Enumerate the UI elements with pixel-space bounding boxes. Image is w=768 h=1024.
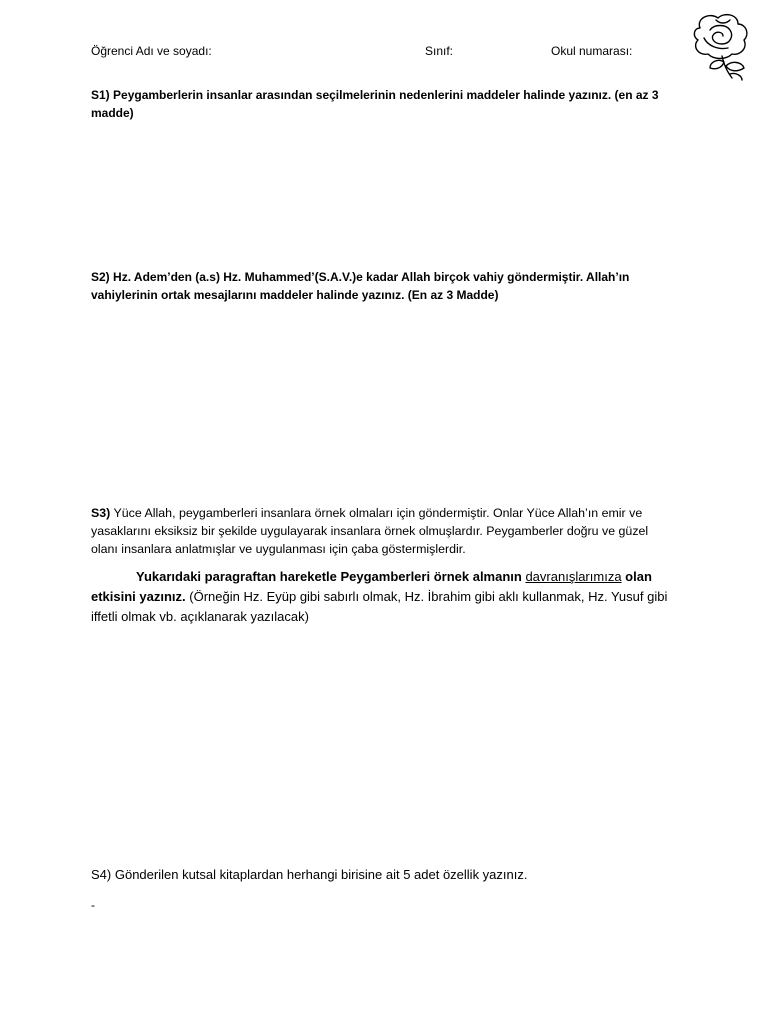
question-3-number: S3) bbox=[91, 506, 111, 520]
student-name-label: Öğrenci Adı ve soyadı: bbox=[91, 44, 212, 58]
question-4-text: Gönderilen kutsal kitaplardan herhangi birisine ait 5 adet özellik yazınız. bbox=[114, 867, 528, 882]
question-2-text: Hz. Adem’den (a.s) Hz. Muhammed’(S.A.V.)e kadar Allah birçok vahiy göndermiştir. Allah’ın vahiylerinin ortak mesajlarını maddeler halinde yazınız. (En az 3 Madde) bbox=[91, 270, 630, 302]
question-1-text: Peygamberlerin insanlar arasından seçilmelerinin nedenlerini maddeler halinde yazınız. (en az 3 madde) bbox=[91, 88, 659, 120]
question-4-number: S4) bbox=[91, 867, 112, 882]
question-1 bbox=[91, 86, 681, 122]
question-1-number: S1) bbox=[91, 88, 110, 102]
question-3-paragraph-text: Yüce Allah, peygamberleri insanlara örnek olmaları için göndermiştir. Onlar Yüce Allah’ın emir ve yasaklarını eksiksiz bir şekilde uygulayarak insanlara örnek olmuşlardır. Peygamberler doğru ve güzel olanı insanlara anlatmışlar ve uygulanması için çaba göstermişlerdir. bbox=[91, 506, 649, 556]
question-2 bbox=[91, 268, 661, 304]
question-4 bbox=[91, 866, 681, 884]
rose-icon bbox=[686, 10, 754, 82]
question-3-task-bold-1: Yukarıdaki paragraftan hareketle Peygamberleri örnek almanın bbox=[136, 569, 526, 584]
question-3-paragraph bbox=[91, 504, 676, 558]
question-3-task bbox=[91, 567, 691, 627]
question-2-number: S2) bbox=[91, 270, 110, 284]
school-number-label: Okul numarası: bbox=[551, 44, 633, 58]
question-4-answer-dash: - bbox=[91, 898, 95, 912]
class-label: Sınıf: bbox=[425, 44, 454, 58]
question-3-task-note: (Örneğin Hz. Eyüp gibi sabırlı olmak, Hz. İbrahim gibi aklı kullanmak, Hz. Yusuf gibi iffetli olmak vb. açıklanarak yazılacak) bbox=[91, 589, 668, 624]
question-3-task-underlined: davranışlarımıza bbox=[525, 569, 622, 584]
question-3-task-bold-2: olan etkisini yazınız. bbox=[91, 569, 652, 604]
